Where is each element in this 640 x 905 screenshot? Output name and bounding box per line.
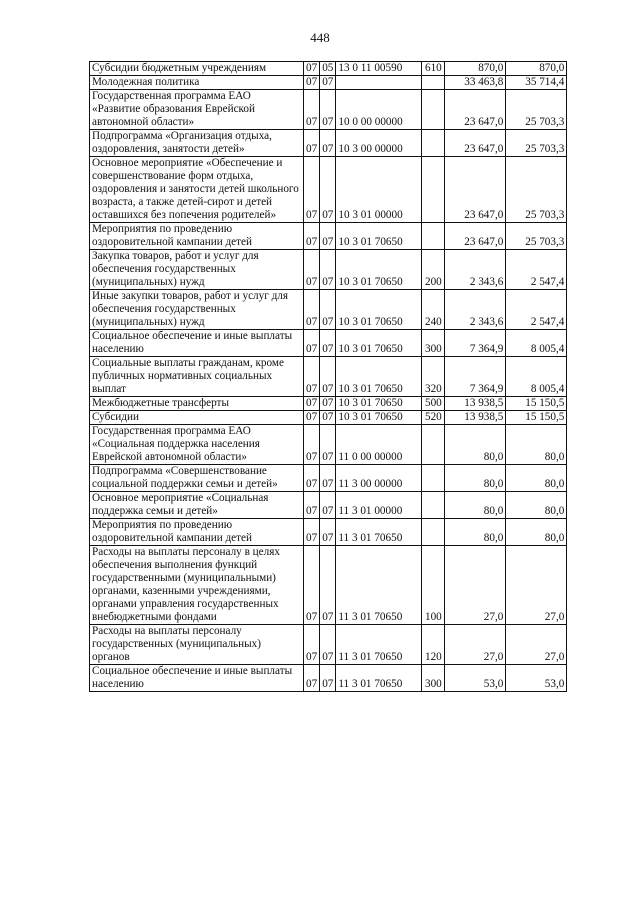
amount-year1-cell: 2 343,6 — [445, 250, 506, 290]
table-row — [90, 330, 567, 357]
target-article-cell: 10 3 01 70650 — [336, 250, 422, 290]
row-name-cell: Основное мероприятие «Обеспечение и совершенствование форм отдыха, оздоровления и занятости детей школьного возраста, а также детей-сирот и детей оставшихся без попечения родителей» — [90, 157, 304, 223]
amount-year2-cell: 8 005,4 — [506, 357, 567, 397]
target-article-cell: 11 3 01 00000 — [336, 492, 422, 519]
target-article-cell: 10 3 01 70650 — [336, 223, 422, 250]
section-code-cell: 07 — [304, 665, 320, 692]
table-row — [90, 157, 567, 223]
page-number: 448 — [310, 30, 330, 45]
expense-type-cell: 610 — [422, 62, 445, 76]
table-row — [90, 90, 567, 130]
table-row — [90, 492, 567, 519]
table-row — [90, 519, 567, 546]
table-row — [90, 625, 567, 665]
subsection-code-cell: 07 — [320, 625, 336, 665]
amount-year2-cell: 15 150,5 — [506, 411, 567, 425]
subsection-code-cell: 07 — [320, 546, 336, 625]
subsection-code-cell: 07 — [320, 411, 336, 425]
section-code-cell: 07 — [304, 130, 320, 157]
section-code-cell: 07 — [304, 492, 320, 519]
section-code-cell: 07 — [304, 90, 320, 130]
expense-type-cell — [422, 425, 445, 465]
row-name-cell: Субсидии бюджетным учреждениям — [90, 62, 304, 76]
table-row — [90, 290, 567, 330]
amount-year2-cell: 2 547,4 — [506, 250, 567, 290]
row-name-cell: Расходы на выплаты персоналу в целях обеспечения выполнения функций государственными (муниципальными) органами, казенными учреждениями, органами управления государственных внебюджетными фондами — [90, 546, 304, 625]
table-row — [90, 425, 567, 465]
expense-type-cell — [422, 76, 445, 90]
row-name-cell: Межбюджетные трансферты — [90, 397, 304, 411]
section-code-cell: 07 — [304, 625, 320, 665]
budget-table — [89, 61, 567, 692]
expense-type-cell: 300 — [422, 330, 445, 357]
subsection-code-cell: 07 — [320, 90, 336, 130]
subsection-code-cell: 07 — [320, 397, 336, 411]
expense-type-cell: 120 — [422, 625, 445, 665]
table-row — [90, 223, 567, 250]
section-code-cell: 07 — [304, 357, 320, 397]
row-name-cell: Молодежная политика — [90, 76, 304, 90]
target-article-cell: 11 3 01 70650 — [336, 665, 422, 692]
row-name-cell: Закупка товаров, работ и услуг для обеспечения государственных (муниципальных) нужд — [90, 250, 304, 290]
subsection-code-cell: 07 — [320, 665, 336, 692]
row-name-cell: Мероприятия по проведению оздоровительной кампании детей — [90, 223, 304, 250]
expense-type-cell — [422, 519, 445, 546]
expense-type-cell: 500 — [422, 397, 445, 411]
row-name-cell: Подпрограмма «Совершенствование социальной поддержки семьи и детей» — [90, 465, 304, 492]
section-code-cell: 07 — [304, 465, 320, 492]
amount-year1-cell: 80,0 — [445, 492, 506, 519]
table-row — [90, 357, 567, 397]
target-article-cell: 10 3 00 00000 — [336, 130, 422, 157]
amount-year1-cell: 23 647,0 — [445, 157, 506, 223]
table-row — [90, 397, 567, 411]
amount-year2-cell: 15 150,5 — [506, 397, 567, 411]
amount-year2-cell: 25 703,3 — [506, 157, 567, 223]
amount-year1-cell: 23 647,0 — [445, 223, 506, 250]
amount-year1-cell: 2 343,6 — [445, 290, 506, 330]
expense-type-cell: 200 — [422, 250, 445, 290]
subsection-code-cell: 07 — [320, 330, 336, 357]
row-name-cell: Основное мероприятие «Социальная поддержка семьи и детей» — [90, 492, 304, 519]
amount-year2-cell: 53,0 — [506, 665, 567, 692]
section-code-cell: 07 — [304, 546, 320, 625]
amount-year1-cell: 23 647,0 — [445, 90, 506, 130]
section-code-cell: 07 — [304, 250, 320, 290]
table-row — [90, 411, 567, 425]
section-code-cell: 07 — [304, 157, 320, 223]
row-name-cell: Субсидии — [90, 411, 304, 425]
amount-year1-cell: 80,0 — [445, 425, 506, 465]
expense-type-cell — [422, 157, 445, 223]
row-name-cell: Социальное обеспечение и иные выплаты населению — [90, 665, 304, 692]
target-article-cell: 11 3 01 70650 — [336, 519, 422, 546]
subsection-code-cell: 07 — [320, 357, 336, 397]
amount-year2-cell: 80,0 — [506, 425, 567, 465]
target-article-cell: 11 3 01 70650 — [336, 625, 422, 665]
subsection-code-cell: 07 — [320, 130, 336, 157]
subsection-code-cell: 07 — [320, 519, 336, 546]
expense-type-cell — [422, 90, 445, 130]
section-code-cell: 07 — [304, 397, 320, 411]
table-row — [90, 546, 567, 625]
amount-year2-cell: 27,0 — [506, 546, 567, 625]
target-article-cell: 10 3 01 00000 — [336, 157, 422, 223]
amount-year2-cell: 2 547,4 — [506, 290, 567, 330]
section-code-cell: 07 — [304, 519, 320, 546]
section-code-cell: 07 — [304, 76, 320, 90]
subsection-code-cell: 07 — [320, 223, 336, 250]
amount-year1-cell: 13 938,5 — [445, 411, 506, 425]
expense-type-cell — [422, 465, 445, 492]
table-row — [90, 465, 567, 492]
section-code-cell: 07 — [304, 330, 320, 357]
expense-type-cell — [422, 492, 445, 519]
row-name-cell: Социальные выплаты гражданам, кроме публичных нормативных социальных выплат — [90, 357, 304, 397]
subsection-code-cell: 07 — [320, 250, 336, 290]
table-row — [90, 76, 567, 90]
target-article-cell: 10 3 01 70650 — [336, 290, 422, 330]
amount-year2-cell: 35 714,4 — [506, 76, 567, 90]
target-article-cell: 10 0 00 00000 — [336, 90, 422, 130]
budget-table-body — [90, 62, 567, 692]
expense-type-cell: 520 — [422, 411, 445, 425]
amount-year2-cell: 8 005,4 — [506, 330, 567, 357]
row-name-cell: Государственная программа ЕАО «Социальная поддержка населения Еврейской автономной области» — [90, 425, 304, 465]
amount-year1-cell: 7 364,9 — [445, 357, 506, 397]
table-row — [90, 665, 567, 692]
amount-year2-cell: 80,0 — [506, 492, 567, 519]
row-name-cell: Иные закупки товаров, работ и услуг для обеспечения государственных (муниципальных) нужд — [90, 290, 304, 330]
amount-year1-cell: 27,0 — [445, 546, 506, 625]
amount-year1-cell: 870,0 — [445, 62, 506, 76]
target-article-cell: 10 3 01 70650 — [336, 357, 422, 397]
amount-year1-cell: 23 647,0 — [445, 130, 506, 157]
subsection-code-cell: 07 — [320, 465, 336, 492]
table-row — [90, 62, 567, 76]
target-article-cell: 11 3 00 00000 — [336, 465, 422, 492]
expense-type-cell: 300 — [422, 665, 445, 692]
row-name-cell: Государственная программа ЕАО «Развитие образования Еврейской автономной области» — [90, 90, 304, 130]
table-row — [90, 250, 567, 290]
amount-year2-cell: 25 703,3 — [506, 223, 567, 250]
amount-year1-cell: 13 938,5 — [445, 397, 506, 411]
amount-year1-cell: 27,0 — [445, 625, 506, 665]
expense-type-cell: 100 — [422, 546, 445, 625]
table-row — [90, 130, 567, 157]
expense-type-cell — [422, 223, 445, 250]
amount-year1-cell: 53,0 — [445, 665, 506, 692]
subsection-code-cell: 05 — [320, 62, 336, 76]
expense-type-cell: 240 — [422, 290, 445, 330]
section-code-cell: 07 — [304, 62, 320, 76]
amount-year1-cell: 80,0 — [445, 519, 506, 546]
subsection-code-cell: 07 — [320, 157, 336, 223]
expense-type-cell — [422, 130, 445, 157]
subsection-code-cell: 07 — [320, 76, 336, 90]
section-code-cell: 07 — [304, 411, 320, 425]
amount-year2-cell: 80,0 — [506, 465, 567, 492]
section-code-cell: 07 — [304, 290, 320, 330]
target-article-cell: 13 0 11 00590 — [336, 62, 422, 76]
subsection-code-cell: 07 — [320, 290, 336, 330]
target-article-cell: 10 3 01 70650 — [336, 397, 422, 411]
section-code-cell: 07 — [304, 425, 320, 465]
target-article-cell: 10 3 01 70650 — [336, 411, 422, 425]
row-name-cell: Социальное обеспечение и иные выплаты населению — [90, 330, 304, 357]
target-article-cell: 10 3 01 70650 — [336, 330, 422, 357]
amount-year2-cell: 870,0 — [506, 62, 567, 76]
target-article-cell: 11 3 01 70650 — [336, 546, 422, 625]
amount-year2-cell: 25 703,3 — [506, 130, 567, 157]
target-article-cell: 11 0 00 00000 — [336, 425, 422, 465]
subsection-code-cell: 07 — [320, 425, 336, 465]
amount-year1-cell: 33 463,8 — [445, 76, 506, 90]
amount-year2-cell: 27,0 — [506, 625, 567, 665]
subsection-code-cell: 07 — [320, 492, 336, 519]
expense-type-cell: 320 — [422, 357, 445, 397]
row-name-cell: Подпрограмма «Организация отдыха, оздоровления, занятости детей» — [90, 130, 304, 157]
amount-year1-cell: 80,0 — [445, 465, 506, 492]
amount-year2-cell: 25 703,3 — [506, 90, 567, 130]
amount-year1-cell: 7 364,9 — [445, 330, 506, 357]
amount-year2-cell: 80,0 — [506, 519, 567, 546]
target-article-cell — [336, 76, 422, 90]
row-name-cell: Расходы на выплаты персоналу государственных (муниципальных) органов — [90, 625, 304, 665]
section-code-cell: 07 — [304, 223, 320, 250]
row-name-cell: Мероприятия по проведению оздоровительной кампании детей — [90, 519, 304, 546]
